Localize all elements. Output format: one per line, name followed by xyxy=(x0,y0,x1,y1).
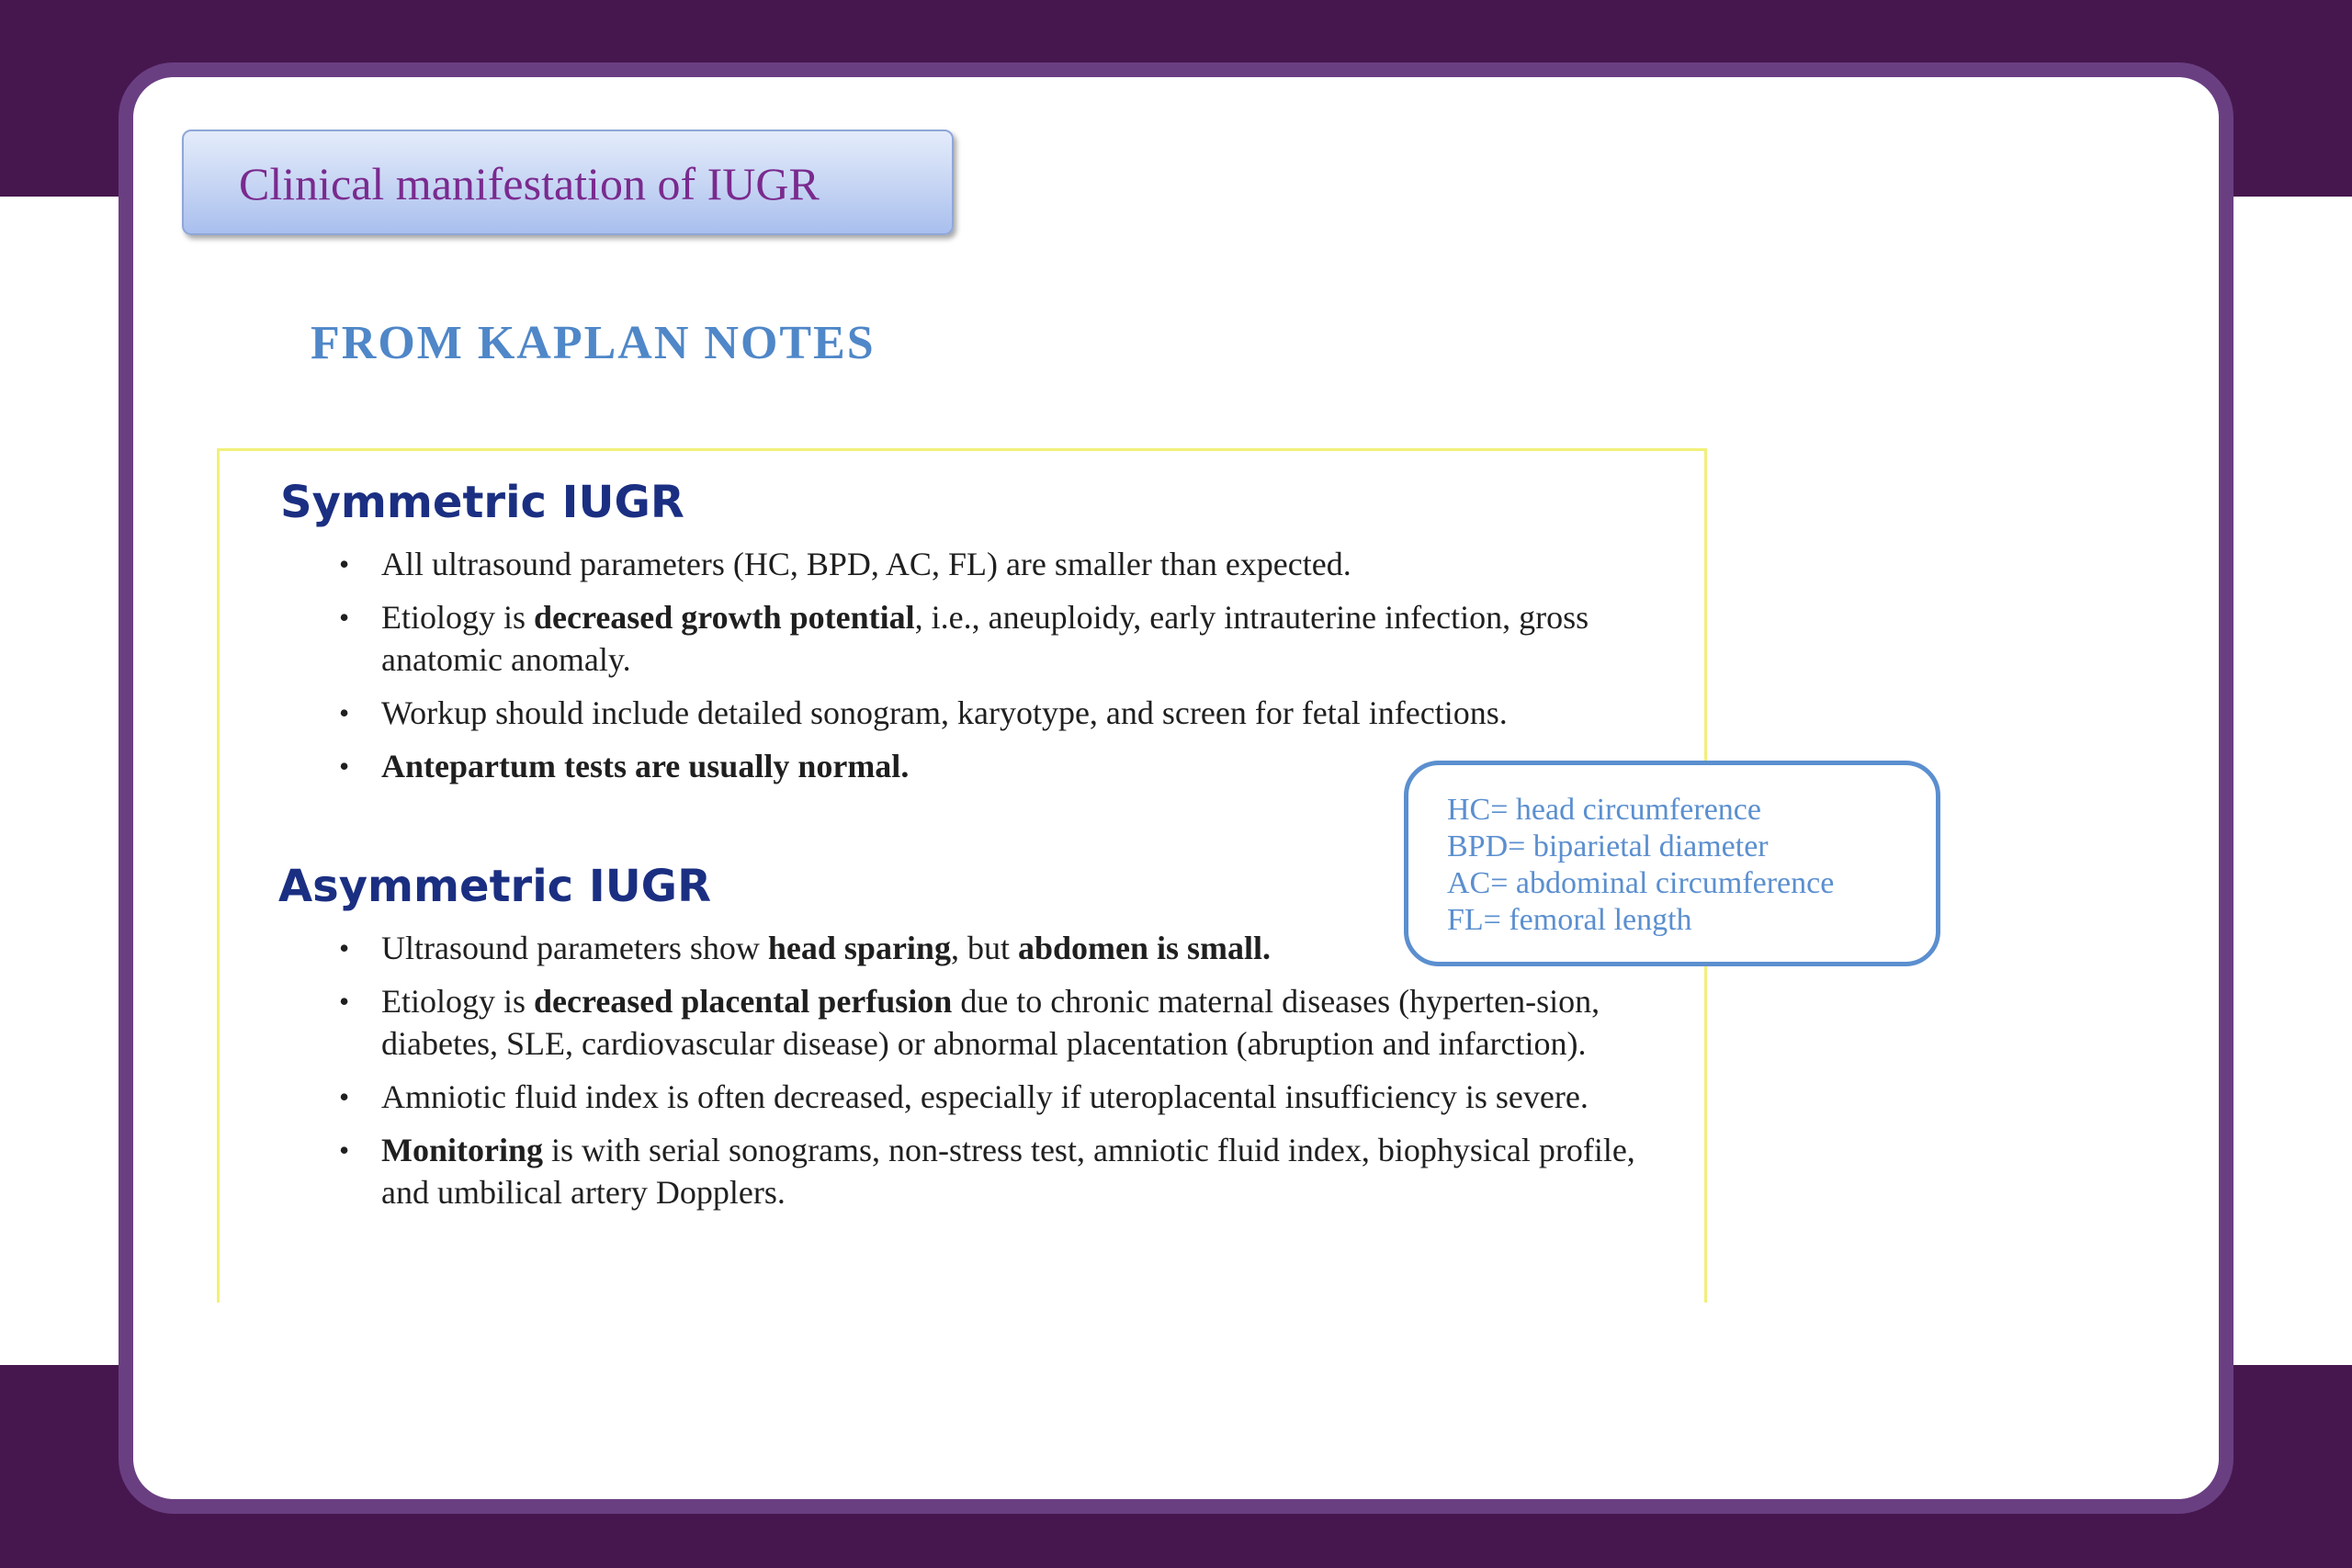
legend-item-bpd: BPD= biparietal diameter xyxy=(1447,829,1769,863)
legend-item-ac: AC= abdominal circumference xyxy=(1447,866,1835,900)
asymmetric-heading: Asymmetric IUGR xyxy=(278,861,712,912)
legend-item-fl: FL= femoral length xyxy=(1447,903,1692,937)
bullet-text: Ultrasound parameters show xyxy=(381,930,768,966)
bullet-item xyxy=(339,543,1644,585)
bullet-text: Etiology is xyxy=(381,599,535,636)
bullet-bold-text: decreased growth potential xyxy=(534,599,915,636)
bullet-item xyxy=(339,1129,1644,1213)
bullet-item xyxy=(339,980,1644,1065)
symmetric-heading: Symmetric IUGR xyxy=(280,477,684,528)
bullet-text: Amniotic fluid index is often decreased, especially if uteroplacental insufficiency is severe. xyxy=(381,1078,1589,1115)
bullet-bold-text: Antepartum tests are usually normal. xyxy=(381,748,910,784)
slide-title: Clinical manifestation of IUGR xyxy=(239,158,820,209)
abbreviation-legend xyxy=(1404,761,1940,966)
slide-subtitle: FROM KAPLAN NOTES xyxy=(311,317,876,369)
bullet-text: Workup should include detailed sonogram, karyotype, and screen for fetal infections. xyxy=(381,694,1508,731)
bullet-text: is with serial sonograms, non-stress test, amniotic fluid index, biophysical profile, and umbilical artery Dopplers. xyxy=(381,1132,1635,1211)
bullet-item xyxy=(339,692,1644,734)
bullet-bold-text: Monitoring xyxy=(381,1132,543,1168)
bullet-text: , i.e., aneuploidy, early intrauterine infection, gross anatomic anomaly. xyxy=(381,599,1589,678)
bullet-bold-text: abdomen is small. xyxy=(1017,930,1272,966)
bullet-bold-text: decreased placental perfusion xyxy=(534,983,953,1020)
bullet-text: All ultrasound parameters (HC, BPD, AC, FL) are smaller than expected. xyxy=(381,546,1351,582)
bullet-item xyxy=(339,596,1644,681)
bullet-text: , but xyxy=(950,930,1018,966)
asymmetric-bullet-list xyxy=(339,927,1644,1224)
bullet-bold-text: head sparing xyxy=(767,930,951,966)
title-box xyxy=(182,130,954,235)
bullet-text: Etiology is xyxy=(381,983,535,1020)
bullet-text: due to chronic maternal diseases (hyperten-sion, diabetes, SLE, cardiovascular disease) or abnormal placentation (abruption and infarction). xyxy=(381,983,1600,1062)
bullet-item xyxy=(339,1076,1644,1118)
legend-item-hc: HC= head circumference xyxy=(1447,793,1761,827)
